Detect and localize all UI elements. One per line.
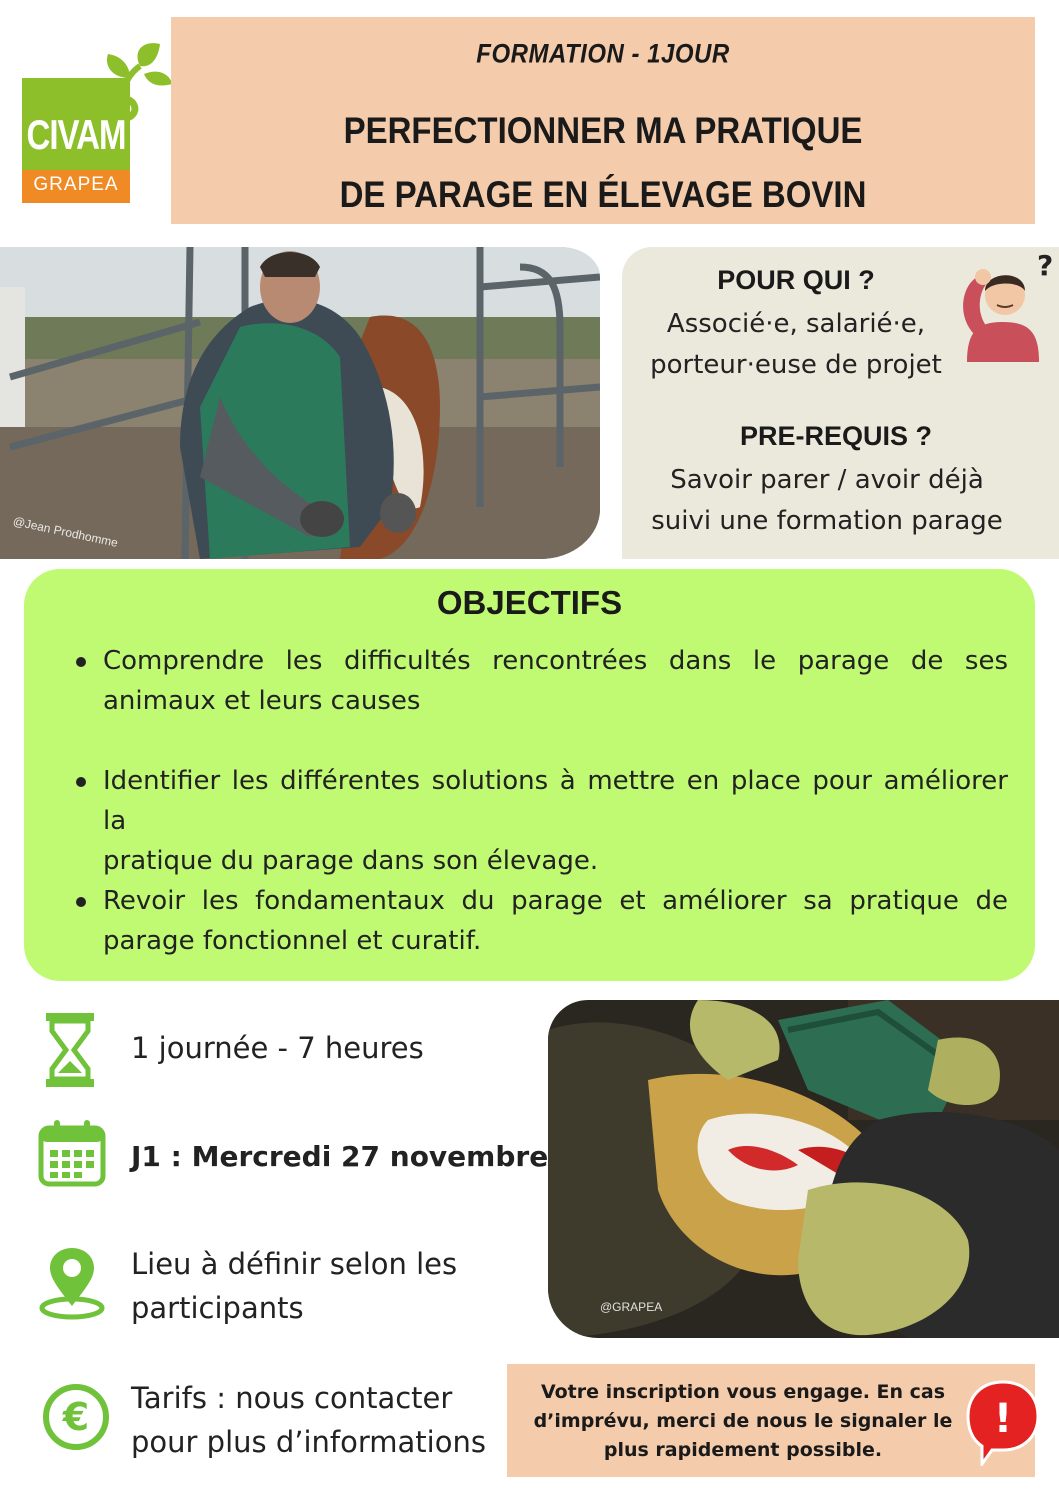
location-pin-icon xyxy=(38,1246,106,1320)
logo-sub-text: GRAPEA xyxy=(33,174,119,195)
objective-line: pratique du parage dans son élevage. xyxy=(103,846,599,876)
photo-credit: @Jean Prodhomme xyxy=(11,514,120,550)
format-label: FORMATION - 1JOUR xyxy=(476,39,730,70)
euro-icon xyxy=(42,1383,110,1451)
notice-line-3: plus rapidement possible. xyxy=(603,1439,883,1461)
location-line-2: participants xyxy=(131,1291,304,1325)
bullet-icon xyxy=(76,657,86,667)
bullet-icon xyxy=(76,897,86,907)
audience-heading: POUR QUI ? xyxy=(717,265,875,295)
objective-item xyxy=(103,761,1008,881)
title-line-1: PERFECTIONNER MA PRATIQUE xyxy=(343,109,863,151)
hourglass-icon xyxy=(46,1013,94,1087)
audience-line-1: Associé·e, salarié·e, xyxy=(666,309,926,339)
prereq-line-2: suivi une formation parage xyxy=(651,506,1003,536)
logo-brand-text: CIVAM xyxy=(26,111,126,158)
prereq-heading: PRE-REQUIS ? xyxy=(739,421,933,451)
photo-credit: @GRAPEA xyxy=(600,1300,663,1314)
audience-panel xyxy=(622,247,1059,559)
page-title xyxy=(171,98,1035,226)
prereq-line-1: Savoir parer / avoir déjà xyxy=(670,465,984,495)
civam-logo xyxy=(22,38,162,208)
objective-line: Revoir les fondamentaux du parage et améliorer sa pratique de xyxy=(103,886,1008,916)
objective-line: parage fonctionnel et curatif. xyxy=(103,926,482,956)
duration-text: 1 journée - 7 heures xyxy=(131,1031,424,1065)
price-line-1: Tarifs : nous contacter xyxy=(131,1381,453,1415)
objective-line: Identifier les différentes solutions à mettre en place pour améliorer la xyxy=(103,766,1008,836)
objective-item xyxy=(103,641,1008,721)
registration-notice xyxy=(507,1364,1035,1477)
bullet-icon xyxy=(76,777,86,787)
objectives-title: OBJECTIFS xyxy=(436,584,623,621)
title-banner xyxy=(171,17,1035,224)
alert-symbol: ! xyxy=(993,1396,1013,1442)
svg-text:?: ? xyxy=(1037,249,1054,282)
hoof-photo-image xyxy=(548,1000,1059,1338)
farrier-photo xyxy=(0,247,600,559)
notice-line-1: Votre inscription vous engage. En cas xyxy=(540,1381,946,1403)
location-line-1: Lieu à définir selon les xyxy=(131,1247,458,1281)
objective-line: Comprendre les difficultés rencontrées dans le parage de ses xyxy=(103,646,1008,676)
objectives-panel xyxy=(24,569,1035,981)
hoof-photo xyxy=(548,1000,1059,1338)
price-text xyxy=(131,1376,486,1464)
notice-text xyxy=(517,1378,969,1465)
objective-line: animaux et leurs causes xyxy=(103,686,421,716)
location-text xyxy=(131,1242,457,1330)
alert-bubble-icon xyxy=(964,1378,1042,1466)
farrier-photo-image xyxy=(0,247,600,559)
session-date: J1 : Mercredi 27 novembre xyxy=(131,1140,549,1173)
notice-line-2: d’imprévu, merci de nous le signaler le xyxy=(533,1410,953,1432)
price-line-2: pour plus d’informations xyxy=(131,1425,486,1459)
audience-line-2: porteur·euse de projet xyxy=(650,350,942,380)
svg-text:€: € xyxy=(62,1395,90,1439)
objective-item xyxy=(103,881,1008,961)
title-line-2: DE PARAGE EN ÉLEVAGE BOVIN xyxy=(339,173,867,215)
calendar-icon xyxy=(38,1118,106,1188)
